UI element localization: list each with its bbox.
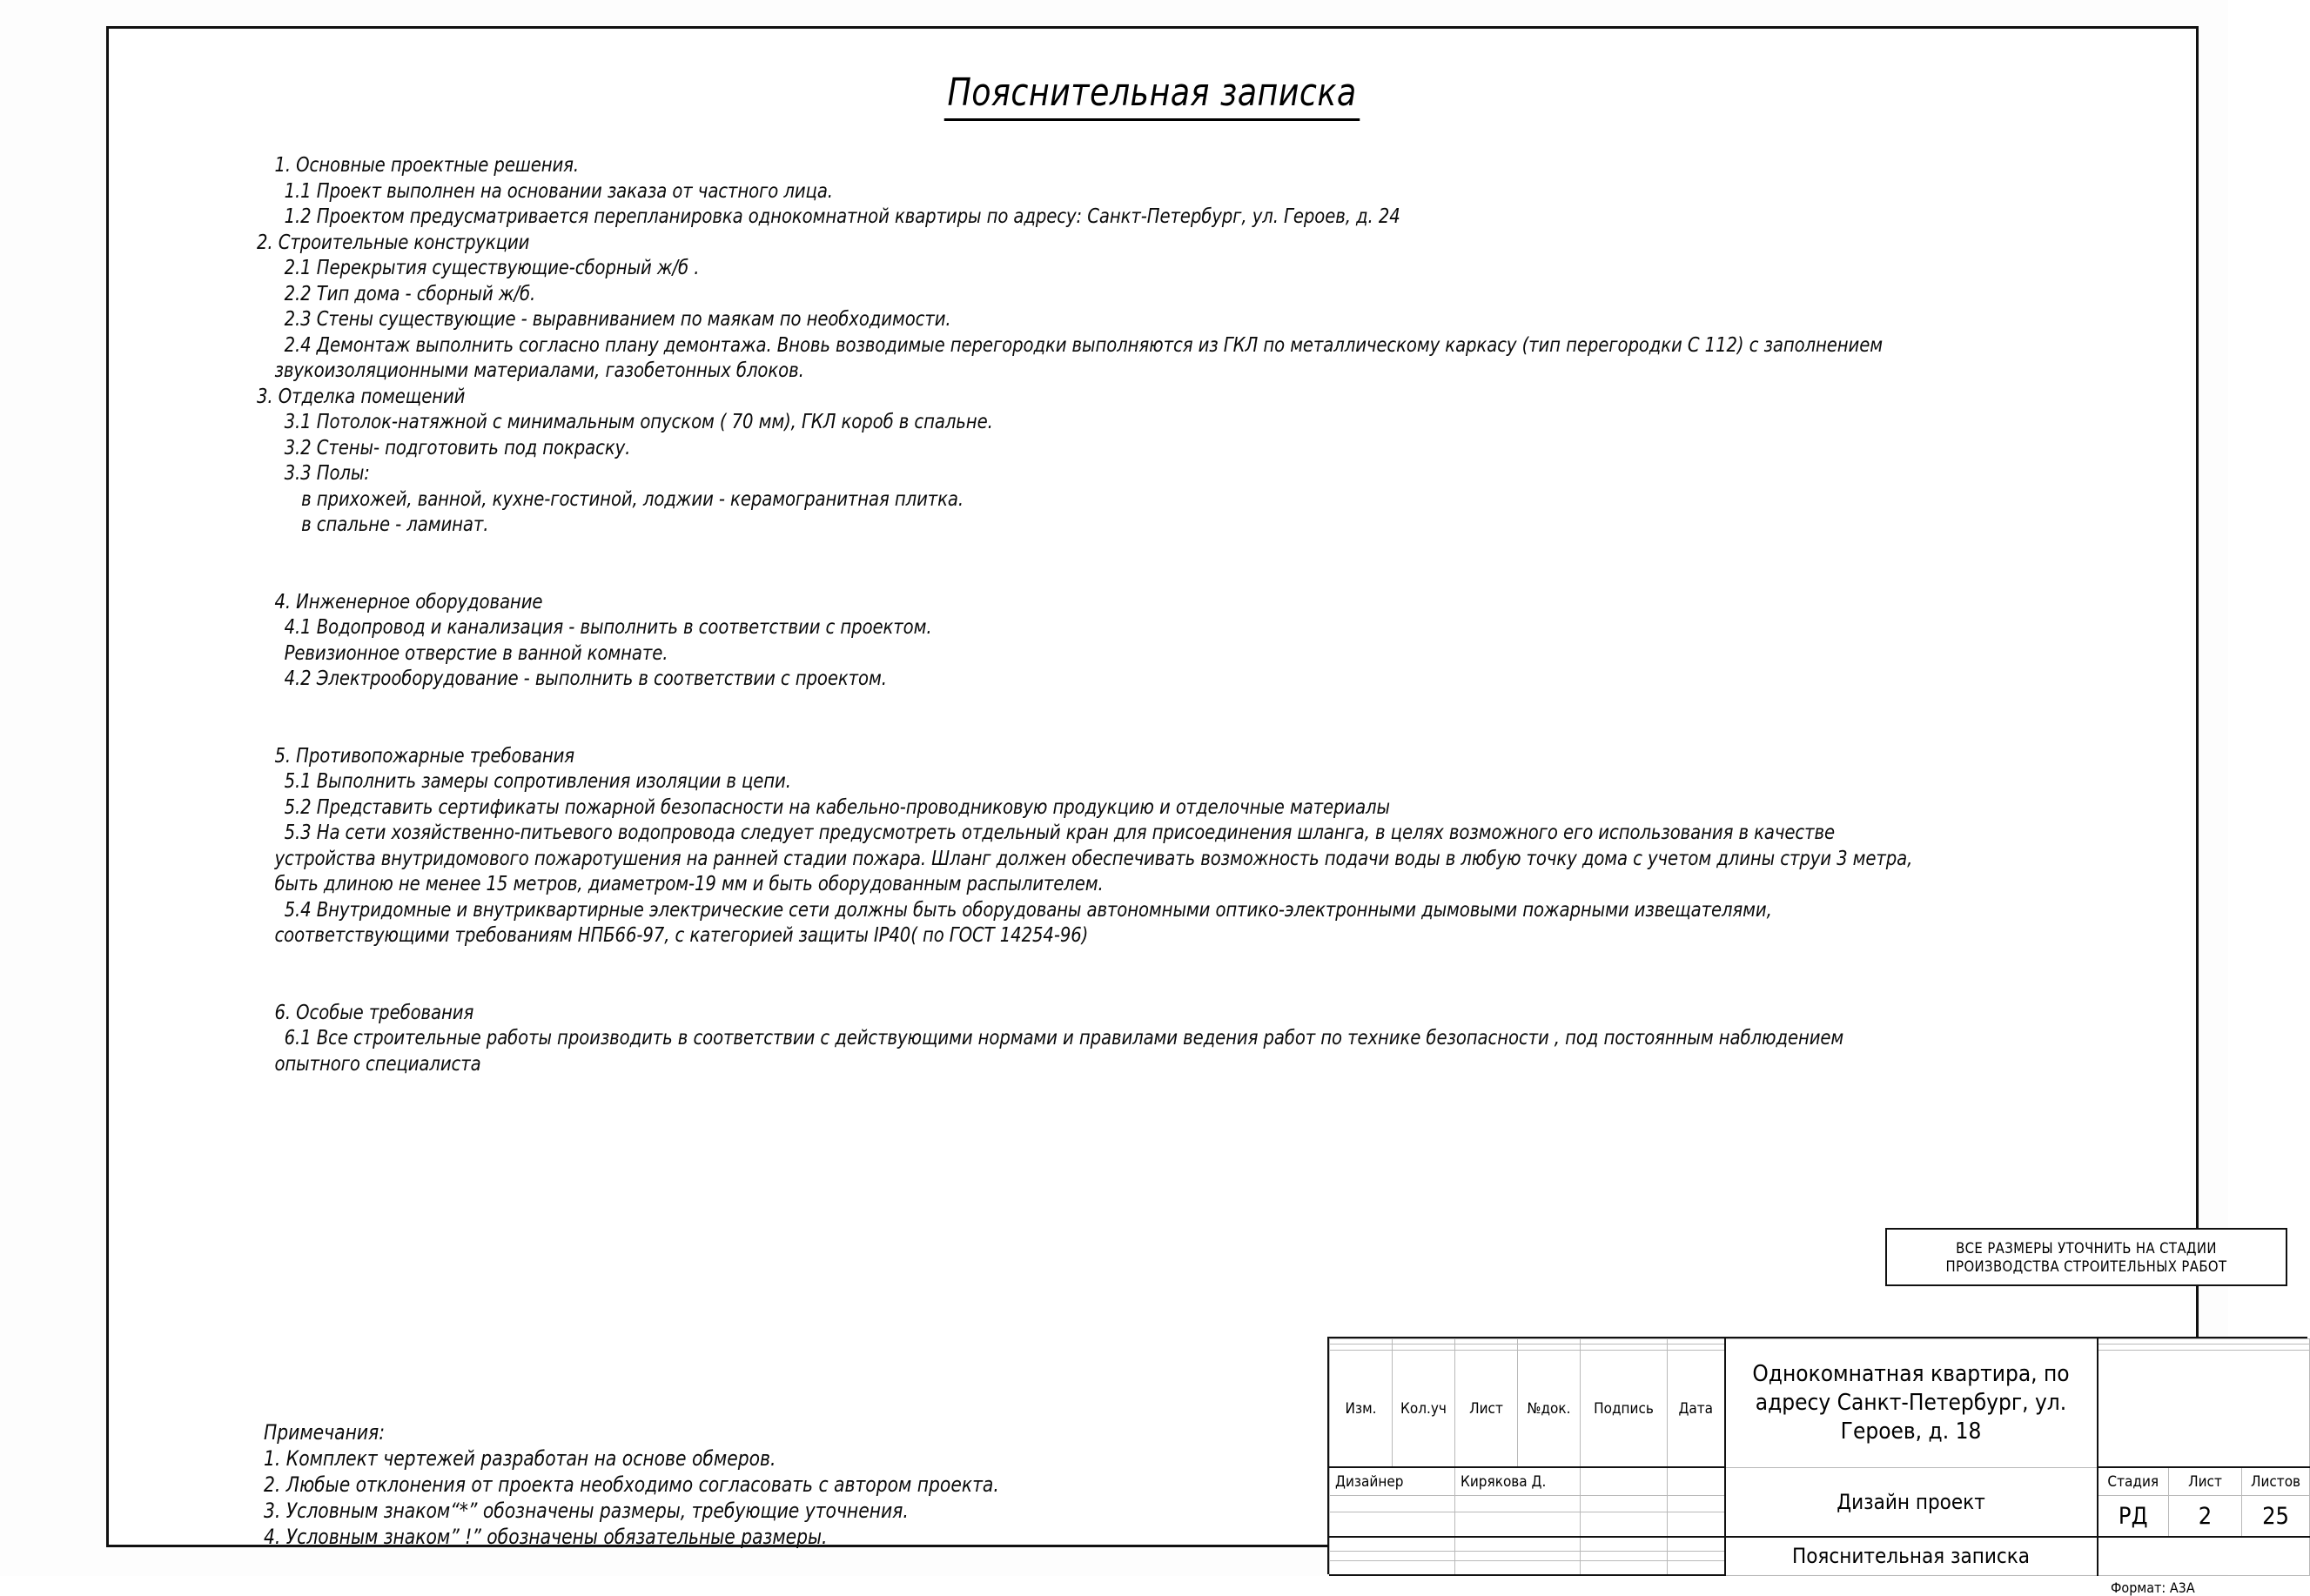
stamp-role-label [1330, 1561, 1455, 1575]
body-line: 1.1 Проект выполнен на основании заказа от частного лица. [284, 178, 833, 203]
stamp-role-date [1668, 1552, 1725, 1561]
stamp-role-signature [1581, 1561, 1668, 1575]
remarks-item: 1. Комплект чертежей разработан на основе обмеров. [264, 1446, 776, 1471]
stamp-cell-meta-blank-3 [2098, 1350, 2310, 1467]
body-line: устройства внутридомового пожаротушения на ранней стадии пожара. Шланг должен обеспечивать возможность подачи воды в любую точку дома с учетом длины струи 3 метра, [274, 845, 1913, 870]
stamp-header-list: Лист [1455, 1350, 1518, 1467]
stamp-project-stage-label: Дизайн проект [1725, 1467, 2098, 1537]
body-line: 3. Отделка помещений [257, 383, 466, 408]
body-line: в спальне - ламинат. [301, 512, 489, 536]
stamp-role-signature [1581, 1512, 1668, 1537]
remarks-block [264, 1419, 1046, 1550]
stamp-header-podpis: Подпись [1581, 1350, 1668, 1467]
stamp-role-label [1330, 1512, 1455, 1537]
body-line: 3.3 Полы: [284, 460, 370, 485]
stamp-cell-meta-blank-4 [2098, 1537, 2310, 1575]
stamp-role-label [1330, 1537, 1455, 1551]
body-line: опытного специалиста [274, 1050, 481, 1076]
stamp-role-date [1668, 1495, 1725, 1512]
dimension-warning-line-1: ВСЕ РАЗМЕРЫ УТОЧНИТЬ НА СТАДИИ [1956, 1239, 2217, 1257]
remarks-item: 3. Условным знаком“*” обозначены размеры, требующие уточнения. [264, 1499, 909, 1523]
body-line: 6.1 Все строительные работы производить в соответствии с действующими нормами и правилами ведения работ по технике безопасности , под постоянным наблюдением [284, 1025, 1844, 1049]
title-block-stamp [1327, 1337, 2307, 1574]
body-spacer [257, 692, 2078, 718]
body-line: звукоизоляционными материалами, газобетонных блоков. [274, 358, 804, 382]
body-line: 1. Основные проектные решения. [274, 152, 580, 177]
stamp-object-title: Однокомнатная квартира, по адресу Санкт-Петербург, ул. Героев, д. 18 [1725, 1339, 2098, 1468]
stamp-header-ndok: №док. [1518, 1350, 1581, 1467]
dimension-warning-box [1885, 1228, 2287, 1286]
body-line: в прихожей, ванной, кухне-гостиной, лоджии - керамогранитная плитка. [301, 486, 964, 511]
stamp-role-date [1668, 1467, 1725, 1495]
sheet-border-frame [106, 26, 2301, 1596]
stamp-role-signature [1581, 1467, 1668, 1495]
remarks-item: 2. Любые отклонения от проекта необходимо согласовать с автором проекта. [264, 1472, 999, 1497]
page-title-text: Пояснительная записка [944, 70, 1360, 121]
stamp-role-signature [1581, 1537, 1668, 1551]
body-spacer [257, 538, 2078, 564]
body-line: 2. Строительные конструкции [257, 229, 530, 254]
stamp-header-list-no: Лист [2169, 1467, 2242, 1495]
stamp-header-koluch: Кол.уч [1393, 1350, 1455, 1467]
stamp-role-row [1330, 1537, 2310, 1551]
stamp-value-stadia: РД [2098, 1495, 2169, 1537]
body-line: 5.3 На сети хозяйственно-питьевого водопровода следует предусмотреть отдельный кран для присоединения шланга, в целях возможного его использования в качестве [284, 820, 1835, 844]
stamp-role-name [1455, 1561, 1581, 1575]
stamp-role-label: Дизайнер [1330, 1467, 1455, 1495]
body-line: 2.1 Перекрытия существующие-сборный ж/б . [284, 255, 700, 279]
stamp-role-signature [1581, 1552, 1668, 1561]
body-line: 5. Противопожарные требования [274, 742, 575, 768]
stamp-sheet-name: Пояснительная записка [1725, 1537, 2098, 1575]
stamp-role-row [1330, 1467, 2310, 1495]
stamp-header-data: Дата [1668, 1350, 1725, 1467]
stamp-role-name: Кирякова Д. [1455, 1467, 1581, 1495]
stamp-role-name [1455, 1552, 1581, 1561]
body-spacer [257, 563, 2078, 589]
body-line: 1.2 Проектом предусматривается перепланировка однокомнатной квартиры по адресу: Санкт-Петербург, ул. Героев, д. 24 [284, 204, 1400, 228]
body-line: 3.1 Потолок-натяжной с минимальным опуском ( 70 мм), ГКЛ короб в спальне. [284, 409, 993, 433]
stamp-role-date [1668, 1512, 1725, 1537]
body-line: 3.2 Стены- подготовить под покраску. [284, 434, 631, 459]
stamp-value-list-no: 2 [2169, 1495, 2242, 1537]
body-line: 4.2 Электрооборудование - выполнить в соответствии с проектом. [284, 666, 887, 690]
stamp-role-label [1330, 1552, 1455, 1561]
body-line: 5.2 Представить сертификаты пожарной безопасности на кабельно-проводниковую продукцию и отделочные материалы [284, 794, 1390, 819]
body-line: 2.3 Стены существующие - выравниванием по маякам по необходимости. [284, 306, 951, 331]
stamp-role-date [1668, 1561, 1725, 1575]
body-line: быть длиною не менее 15 метров, диаметром-19 мм и быть оборудованным распылителем. [274, 871, 1104, 895]
body-line: 2.4 Демонтаж выполнить согласно плану демонтажа. Вновь возводимые перегородки выполняются из ГКЛ по металлическому каркасу (тип перегородки С 112) с заполнением [284, 332, 1883, 357]
remarks-item: 4. Условным знаком” !” обозначены обязательные размеры. [264, 1525, 828, 1549]
body-line: 5.1 Выполнить замеры сопротивления изоляции в цепи. [284, 768, 791, 793]
body-line: Ревизионное отверстие в ванной комнате. [284, 640, 668, 665]
stamp-value-listov: 25 [2242, 1495, 2310, 1537]
body-spacer [257, 949, 2078, 975]
dimension-warning-line-2: ПРОИЗВОДСТВА СТРОИТЕЛЬНЫХ РАБОТ [1945, 1257, 2227, 1275]
explanatory-note-body [257, 152, 2215, 1076]
body-line: 2.2 Тип дома - сборный ж/б. [284, 280, 536, 305]
stamp-role-name [1455, 1495, 1581, 1512]
stamp-role-signature [1581, 1495, 1668, 1512]
remarks-heading: Примечания: [264, 1420, 386, 1445]
body-line: 5.4 Внутридомные и внутриквартирные электрические сети должны быть оборудованы автономными оптико-электронными дымовыми пожарными извещателями, [284, 896, 1772, 922]
body-spacer [257, 717, 2078, 743]
stamp-header-listov: Листов [2242, 1467, 2310, 1495]
body-line: 4.1 Водопровод и канализация - выполнить в соответствии с проектом. [284, 614, 932, 639]
sheet-format-label: Формат: А3А [2111, 1579, 2195, 1596]
stamp-role-label [1330, 1495, 1455, 1512]
stamp-role-name [1455, 1537, 1581, 1551]
title-block-table [1329, 1338, 2310, 1576]
stamp-header-izm: Изм. [1330, 1350, 1393, 1467]
stamp-role-name [1455, 1512, 1581, 1537]
stamp-header-stadia: Стадия [2098, 1467, 2169, 1495]
body-line: 4. Инженерное оборудование [274, 588, 543, 614]
body-line: соответствующими требованиям НПБ66-97, с категорией защиты IP40( по ГОСТ 14254-96) [274, 922, 1089, 947]
stamp-role-date [1668, 1537, 1725, 1551]
body-line: 6. Особые требования [274, 999, 474, 1024]
body-spacer [257, 974, 2078, 1000]
page-title [109, 70, 2196, 121]
